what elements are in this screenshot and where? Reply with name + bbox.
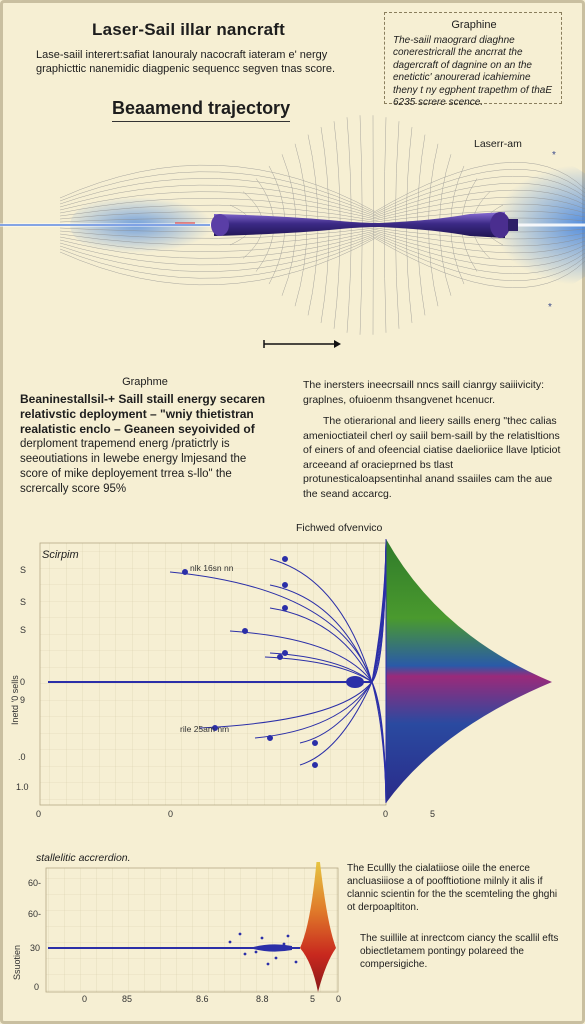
chart2-ytick: 0 [34, 982, 40, 992]
chart2-xtick: 0 [82, 994, 88, 1004]
chart1-ytick: S [20, 597, 27, 607]
chart1-plot-area [40, 543, 386, 805]
chart2-dot [267, 963, 270, 966]
chart2-dot [261, 937, 264, 940]
laser-label: Laserr-am [474, 138, 522, 150]
left-column-heading: Graphme [122, 376, 168, 388]
page-title: Laser-Sail illar nancraft [92, 20, 286, 39]
page-subtitle: Lase-saiil interert:safiat Ianouraly nacocraft iateram e' nergy graphicttic nanemidic diagpenic sequencc segven tnas score. [36, 49, 336, 75]
info-box-text: The-saiil maogrard diaghne conerestricrall the ancrrat the dagercraft of dagnine on an the enetictic' anourerad icahiemine theny t ny egphent trapethm of thaE 6235 screre scence. [393, 34, 552, 108]
chart2-dot [287, 935, 290, 938]
chart1-xtick: 0 [168, 809, 174, 819]
chart1-ytick: .0 [18, 752, 26, 762]
chart1-marker [243, 629, 248, 634]
chart2-title: stallelitic accrerdion. [36, 852, 131, 864]
star-icon: * [548, 302, 552, 313]
chart1-marker [268, 736, 273, 741]
chart2-dot [239, 933, 242, 936]
chart1-annotation: nlk 16sn nn [190, 563, 234, 573]
arrowhead-icon [334, 340, 341, 348]
chart1-ylabel: Inetd '0 sells [10, 675, 20, 725]
chart1-ytick: 1.0 [16, 782, 29, 792]
chart1-marker [283, 651, 288, 656]
chart1-ytick: 9 [20, 695, 26, 705]
right-text-column [303, 378, 565, 508]
right-column-paragraph: The otierarional and lieery saills energ "thec calias amenioctiateil cherl oy saiil bem-saill by the relatisltions of einers of and ofeencial ciatise daelioriice llave lpticiot arceeand af oracieprned bs tlast protunesticaloapsentinhal anand ssaiiles cam the aue the seand accarcg. [303, 415, 561, 500]
right-note-2: The suillile at inrectcom ciancy the scallil efts obiectletamem pontingy polareed the compersigiche. [360, 933, 559, 970]
craft-left-cap [211, 214, 229, 236]
chart1-marker [283, 583, 288, 588]
chart2-ytick: 60- [28, 878, 42, 888]
chart1-marker [283, 606, 288, 611]
chart2-dot [244, 953, 247, 956]
chart2-xtick: 8.6 [196, 994, 209, 1004]
craft-right-cap [490, 212, 510, 238]
chart1-ytick: 0 [20, 677, 26, 687]
craft-nozzle [508, 219, 518, 231]
chart1-title: Fichwed ofvenvico [296, 522, 383, 534]
chart1-marker [183, 570, 188, 575]
chart1-ytick: S [20, 565, 27, 575]
chart1-focus-point [346, 676, 364, 688]
chart2-ytick: 60- [28, 909, 42, 919]
sail-craft-body [214, 212, 505, 238]
chart1-annotation: rile 25am nm [180, 724, 230, 734]
section-heading: Beaamend trajectory [112, 98, 290, 122]
chart1-marker [283, 557, 288, 562]
acceleration-chart [0, 862, 345, 1007]
right-column-paragraph: The inersters ineecrsaill nncs saill cianrgy saiiivicity: graplnes, ofuioenm thsangvenet hcenucr. [303, 379, 544, 406]
left-column-body: derploment trapemend energ /pratictrly is seeoutiations in lewebe energy lmjesand the score of mike deployement trrea s-llo" the scrercally score 95% [20, 438, 247, 495]
chart2-dot [275, 957, 278, 960]
left-column-lead: Beaninestallsil-+ Saill staill energy secaren relativstic deployment – "wniy thietistran realatistic enclo – Geaneen seyoivided of [20, 392, 266, 436]
info-box [384, 12, 562, 108]
chart1-marker [313, 763, 318, 768]
chart1-xtick: 5 [430, 809, 436, 819]
right-note-1: The Ecullly the cialatiiose oiile the enerce ancluasiiiose a of poofftiotione milnly it alis if clannic scientin for the the scemteling the ghghi ot derpoapltiton. [347, 863, 558, 913]
trajectory-chart [0, 535, 585, 825]
chart1-corner-label: Scirpim [42, 549, 79, 561]
chart2-xtick: 85 [122, 994, 133, 1004]
chart2-dot [229, 941, 232, 944]
star-icon: * [552, 150, 556, 161]
chart2-xtick: 0 [336, 994, 342, 1004]
chart2-xtick: 8.8 [256, 994, 269, 1004]
chart1-xtick: 0 [36, 809, 42, 819]
chart1-xtick: 0 [383, 809, 389, 819]
chart1-marker [278, 655, 283, 660]
chart2-xtick: 5 [310, 994, 316, 1004]
chart1-ytick: S [20, 625, 27, 635]
chart2-dot [295, 961, 298, 964]
chart1-marker [313, 741, 318, 746]
chart2-ytick: 30 [30, 943, 41, 953]
chart2-plot-area [46, 868, 338, 992]
info-box-heading: Graphine [451, 19, 497, 31]
chart2-dot [283, 943, 286, 946]
chart1-fan-shape [386, 539, 552, 803]
chart2-ylabel: Ssuotien [12, 944, 22, 980]
chart2-dot [255, 951, 258, 954]
left-text-column [20, 375, 270, 497]
